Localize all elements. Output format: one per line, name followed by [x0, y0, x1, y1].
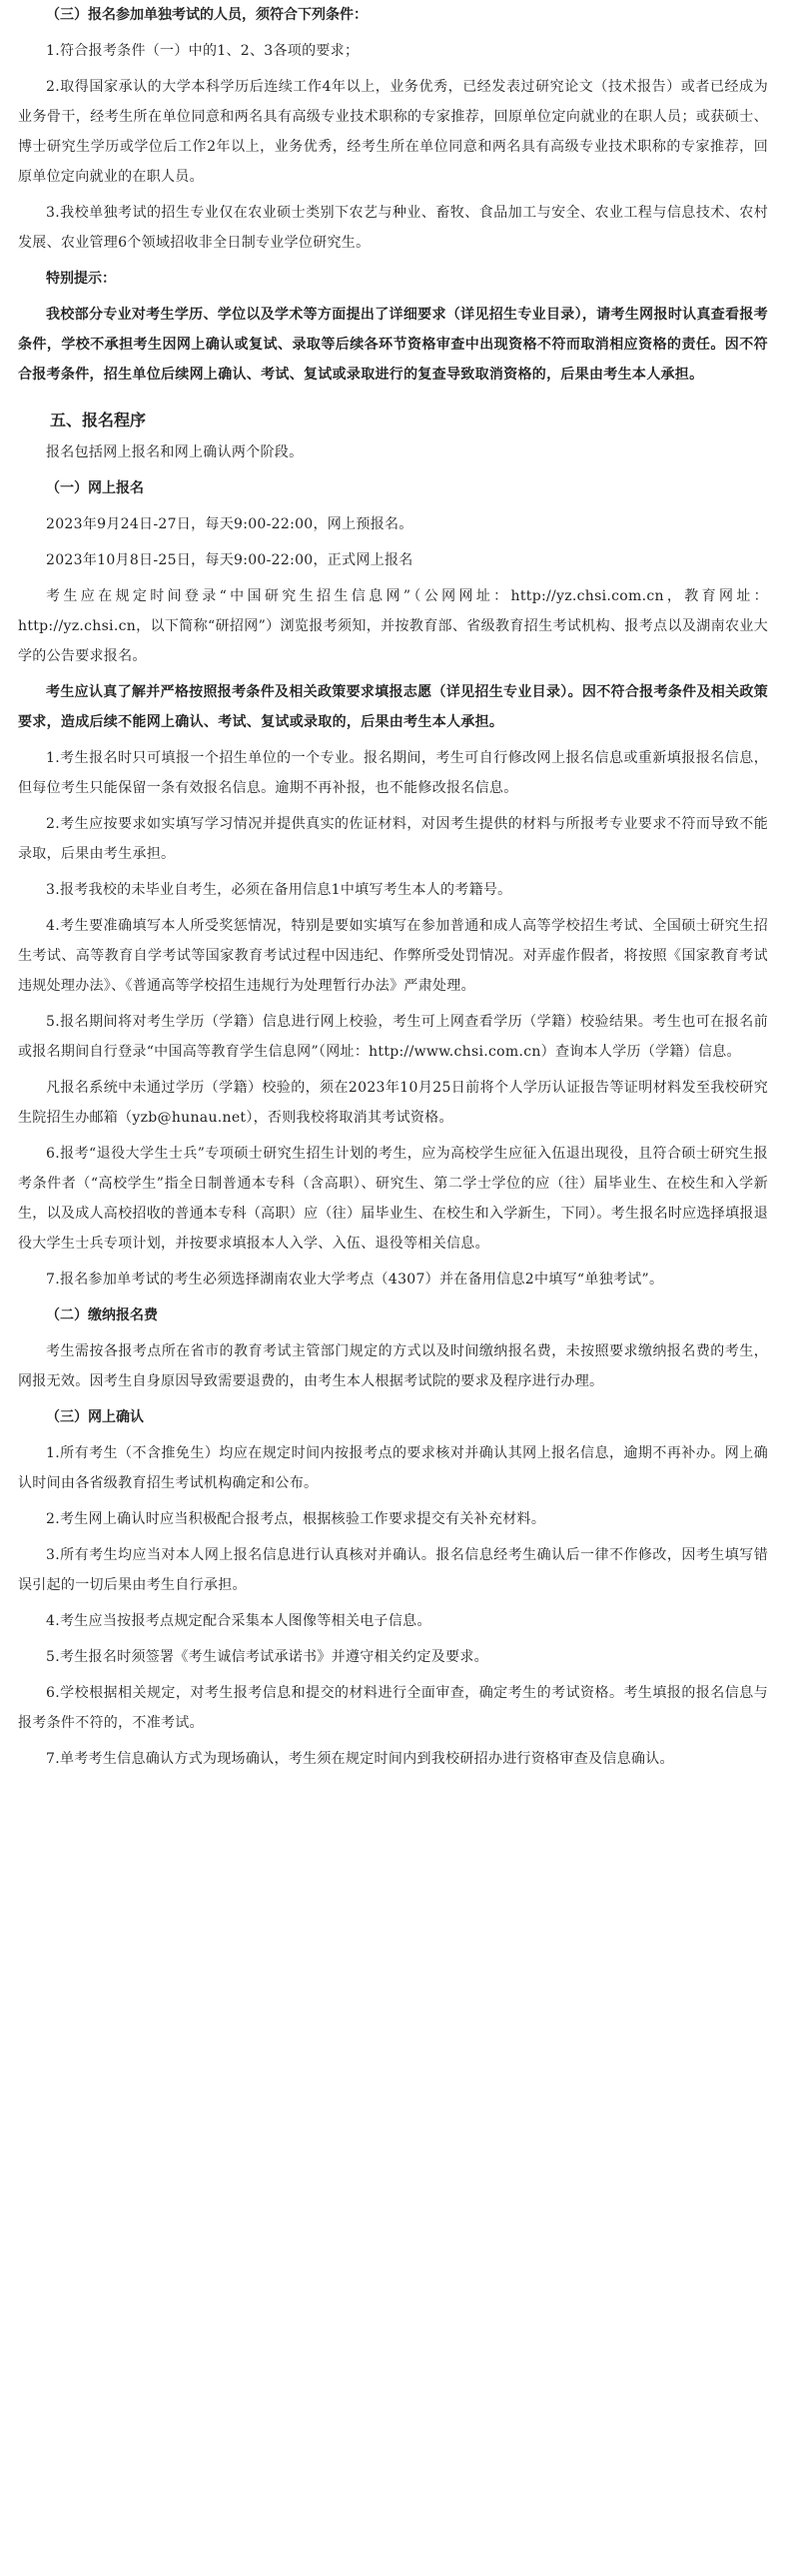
section-3-item-1: 1.符合报考条件（一）中的1、2、3各项的要求；	[46, 43, 360, 59]
login-instructions: 考生应在规定时间登录“中国研究生招生信息网”（公网网址：http://yz.chsi.com.cn，教育网址：http://yz.chsi.cn，以下简称“研招网”）浏览报考须知，并按教育部、省级教育招生考试机构、报考点以及湖南农业大学的公告要求报名。	[18, 588, 768, 664]
registration-item-2: 2.考生应按要求如实填写学习情况并提供真实的佐证材料，对因考生提供的材料与所报考专业要求不符而导致不能录取，后果由考生承担。	[18, 816, 768, 862]
confirmation-item-2: 2.考生网上确认时应当积极配合报考点，根据核验工作要求提交有关补充材料。	[46, 1511, 546, 1527]
section-3-item-2: 2.取得国家承认的大学本科学历后连续工作4年以上，业务优秀，已经发表过研究论文（技术报告）或者已经成为业务骨干，经考生所在单位同意和两名具有高级专业技术职称的专家推荐，回原单位定向就业的在职人员；或获硕士、博士研究生学历或学位后工作2年以上，业务优秀，经考生所在单位同意和两名具有高级专业技术职称的专家推荐，回原单位定向就业的在职人员。	[18, 79, 768, 185]
registration-item-1: 1.考生报名时只可填报一个招生单位的一个专业。报名期间，考生可自行修改网上报名信息或重新填报报名信息，但每位考生只能保留一条有效报名信息。逾期不再补报，也不能修改报名信息。	[18, 750, 768, 796]
confirmation-item-6: 6.学校根据相关规定，对考生报考信息和提交的材料进行全面审查，确定考生的考试资格。考生填报的报名信息与报考条件不符的，不准考试。	[18, 1685, 768, 1731]
registration-item-5-note: 凡报名系统中未通过学历（学籍）校验的，须在2023年10月25日前将个人学历认证报告等证明材料发至我校研究生院招生办邮箱（yzb@hunau.net），否则我校将取消其考试资格。	[18, 1080, 768, 1126]
confirmation-item-3: 3.所有考生均应当对本人网上报名信息进行认真核对并确认。报名信息经考生确认后一律不作修改，因考生填写错误引起的一切后果由考生自行承担。	[18, 1547, 768, 1593]
confirmation-item-4: 4.考生应当按报考点规定配合采集本人图像等相关电子信息。	[46, 1613, 431, 1629]
registration-item-5: 5.报名期间将对考生学历（学籍）信息进行网上校验，考生可上网查看学历（学籍）校验结果。考生也可在报名前或报名期间自行登录“中国高等教育学生信息网”（网址：http://www.chsi.com.cn）查询本人学历（学籍）信息。	[18, 1014, 768, 1060]
special-tip-label: 特别提示：	[46, 271, 116, 287]
registration-item-3: 3.报考我校的未毕业自考生，必须在备用信息1中填写考生本人的考籍号。	[46, 882, 512, 898]
fee-text: 考生需按各报考点所在省市的教育考试主管部门规定的方式以及时间缴纳报名费，未按照要求缴纳报名费的考生，网报无效。因考生自身原因导致需要退费的，由考生本人根据考试院的要求及程序进行办理。	[18, 1343, 768, 1389]
section-5-title: 五、报名程序	[50, 411, 147, 429]
special-tip-text: 我校部分专业对考生学历、学位以及学术等方面提出了详细要求（详见招生专业目录），请考生网报时认真查看报考条件，学校不承担考生因网上确认或复试、录取等后续各环节资格审查中出现资格不符而取消相应资格的责任。因不符合报考条件，招生单位后续网上确认、考试、复试或录取进行的复查导致取消资格的，后果由考生本人承担。	[18, 307, 768, 383]
confirmation-title: （三）网上确认	[46, 1409, 144, 1425]
confirmation-item-1: 1.所有考生（不含推免生）均应在规定时间内按报考点的要求核对并确认其网上报名信息，逾期不再补办。网上确认时间由各省级教育招生考试机构确定和公布。	[18, 1445, 768, 1491]
confirmation-item-5: 5.考生报名时须签署《考生诚信考试承诺书》并遵守相关约定及要求。	[46, 1649, 488, 1665]
section-3-item-3: 3.我校单独考试的招生专业仅在农业硕士类别下农艺与种业、畜牧、食品加工与安全、农业工程与信息技术、农村发展、农业管理6个领域招收非全日制专业学位研究生。	[18, 205, 768, 251]
registration-item-7: 7.报名参加单考试的考生必须选择湖南农业大学考点（4307）并在备用信息2中填写“单独考试”。	[46, 1272, 664, 1288]
online-registration-title: （一）网上报名	[46, 480, 144, 496]
section-3-title: （三）报名参加单独考试的人员，须符合下列条件：	[46, 7, 368, 23]
confirmation-item-7: 7.单考考生信息确认方式为现场确认，考生须在规定时间内到我校研招办进行资格审查及信息确认。	[46, 1751, 674, 1767]
formal-registration-date: 2023年10月8日-25日，每天9:00-22:00，正式网上报名	[46, 552, 413, 568]
bold-notice: 考生应认真了解并严格按照报考条件及相关政策要求填报志愿（详见招生专业目录）。因不符合报考条件及相关政策要求，造成后续不能网上确认、考试、复试或录取的，后果由考生本人承担。	[18, 684, 768, 730]
registration-item-4: 4.考生要准确填写本人所受奖惩情况，特别是要如实填写在参加普通和成人高等学校招生考试、全国硕士研究生招生考试、高等教育自学考试等国家教育考试过程中因违纪、作弊所受处罚情况。对弄虚作假者，将按照《国家教育考试违规处理办法》、《普通高等学校招生违规行为处理暂行办法》严肃处理。	[18, 918, 768, 994]
section-5-intro: 报名包括网上报名和网上确认两个阶段。	[46, 444, 304, 460]
registration-item-6: 6.报考“退役大学生士兵”专项硕士研究生招生计划的考生，应为高校学生应征入伍退出现役，且符合硕士研究生报考条件者（“高校学生”指全日制普通本专科（含高职）、研究生、第二学士学位的应（往）届毕业生、在校生和入学新生，以及成人高校招收的普通本专科（高职）应（往）届毕业生、在校生和入学新生，下同）。考生报名时应选择填报退役大学生士兵专项计划，并按要求填报本人入学、入伍、退役等相关信息。	[18, 1146, 768, 1252]
fee-title: （二）缴纳报名费	[46, 1307, 158, 1323]
pre-registration-date: 2023年9月24日-27日，每天9:00-22:00，网上预报名。	[46, 516, 413, 532]
